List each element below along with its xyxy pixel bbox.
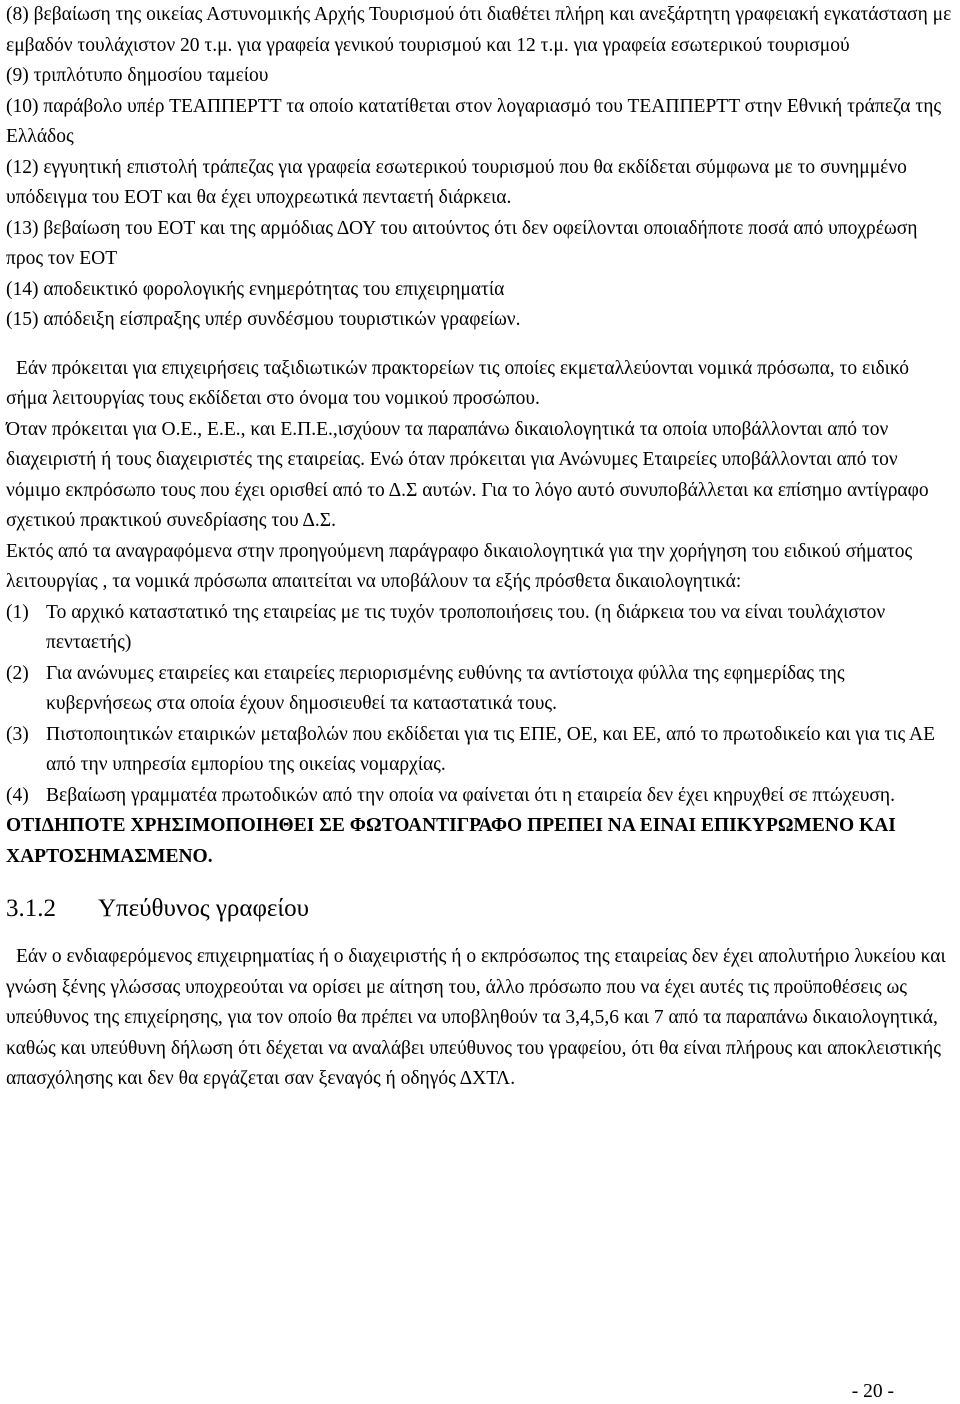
list-item-text: Βεβαίωση γραμματέα πρωτοδικών από την οποία να φαίνεται ότι η εταιρεία δεν έχει κηρυχθεί σε πτώχευση.	[46, 784, 895, 806]
requirements-list-additional	[6, 598, 954, 812]
section-heading	[6, 891, 954, 927]
section-title: Υπεύθυνος γραφείου	[98, 895, 310, 922]
section-number: 3.1.2	[6, 895, 56, 922]
certification-notice: ΟΤΙΔΗΠΟΤΕ ΧΡΗΣΙΜΟΠΟΙΗΘΕΙ ΣΕ ΦΩΤΟΑΝΤΙΓΡΑΦΟ ΠΡΕΠΕΙ ΝΑ ΕΙΝΑΙ ΕΠΙΚΥΡΩΜΕΝΟ ΚΑΙ ΧΑΡΤΟΣΗΜΑΣΜΕΝΟ.	[6, 815, 896, 867]
list-item: (8) βεβαίωση της οικείας Αστυνομικής Αρχής Τουρισμού ότι διαθέτει πλήρη και ανεξάρτητη γραφειακή εγκατάσταση με εμβαδόν τουλάχιστον 20 τ.μ. για γραφεία γενικού τουρισμού και 12 τ.μ. για γραφεία εσωτερικού τουρισμού	[6, 4, 952, 56]
paragraph-agencies: Εάν πρόκειται για επιχειρήσεις ταξιδιωτικών πρακτορείων τις οποίες εκμεταλλεύονται νομικά πρόσωπα, το ειδικό σήμα λειτουργίας τους εκδίδεται στο όνομα του νομικού προσώπου.	[6, 357, 910, 409]
list-item: (12) εγγυητική επιστολή τράπεζας για γραφεία εσωτερικού τουρισμού που θα εκδίδεται σύμφωνα με το συνημμένο υπόδειγμα του ΕΟΤ και θα έχει υποχρεωτικά πενταετή διάρκεια.	[6, 156, 907, 208]
document-page	[6, 0, 954, 1095]
list-item: (15) απόδειξη είσπραξης υπέρ συνδέσμου τουριστικών γραφείων.	[6, 309, 521, 330]
list-item-text: Πιστοποιητικών εταιρικών μεταβολών που εκδίδεται για τις ΕΠΕ, ΟΕ, και ΕΕ, από το πρωτοδικείο και για τις ΑΕ από την υπηρεσία εμπορίου της οικείας νομαρχίας.	[46, 723, 936, 775]
list-item-number: (2)	[6, 662, 29, 684]
paragraph-additional-documents: Εκτός από τα αναγραφόμενα στην προηγούμενη παράγραφο δικαιολογητικά για την χορήγηση του ειδικού σήματος λειτουργίας , τα νομικά πρόσωπα απαιτείται να υποβάλουν τα εξής πρόσθετα δικαιολογητικά:	[6, 540, 913, 592]
list-item-text: Το αρχικό καταστατικό της εταιρείας με τις τυχόν τροποποιήσεις του. (η διάρκεια του να είναι τουλάχιστον πενταετής)	[46, 601, 886, 653]
paragraph-office-manager: Εάν ο ενδιαφερόμενος επιχειρηματίας ή ο διαχειριστής ή ο εκπρόσωπος της εταιρείας δεν έχει απολυτήριο λυκείου και γνώση ξένης γλώσσας υποχρεούται να ορίσει με αίτηση του, άλλο πρόσωπο που να έχει αυτές τις προϋποθέσεις ως υπεύθυνος της επιχείρησης, για τον οποίο θα πρέπει να υποβληθούν τα 3,4,5,6 και 7 από τα παραπάνω δικαιολογητικά, καθώς και υπεύθυνη δήλωση ότι δέχεται να αναλάβει υπεύθυνος του γραφείου, ότι θα είναι πλήρους και αποκλειστικής απασχόλησης και δεν θα εργάζεται σαν ξεναγός ή οδηγός ΔΧΤΛ.	[6, 946, 946, 1089]
list-item	[6, 659, 954, 720]
list-item: (10) παράβολο υπέρ ΤΕΑΠΠΕΡΤΤ τα οποίο κατατίθεται στον λογαριασμό του ΤΕΑΠΠΕΡΤΤ στην Εθνική τράπεζα της Ελλάδος	[6, 95, 942, 147]
list-item: (14) αποδεικτικό φορολογικής ενημερότητας του επιχειρηματία	[6, 278, 505, 300]
list-item	[6, 598, 954, 659]
list-item-number: (4)	[6, 784, 29, 806]
list-item	[6, 781, 954, 812]
page-number: - 20 -	[851, 1381, 894, 1402]
list-item-text: Για ανώνυμες εταιρείες και εταιρείες περιορισμένης ευθύνης τα αντίστοιχα φύλλα της εφημερίδας της κυβερνήσεως στα οποία έχουν δημοσιευθεί τα καταστατικά τους.	[46, 662, 845, 714]
list-item: (9) τριπλότυπο δημοσίου ταμείου	[6, 65, 269, 86]
list-item	[6, 720, 954, 781]
paragraph-companies: Όταν πρόκειται για Ο.Ε., Ε.Ε., και Ε.Π.Ε.,ισχύουν τα παραπάνω δικαιολογητικά τα οποία υποβάλλονται από τον διαχειριστή ή τους διαχειριστές της εταιρείας. Ενώ όταν πρόκειται για Ανώνυμες Εταιρείες υποβάλλονται από τον νόμιμο εκπρόσωπο τους που έχει ορισθεί από το Δ.Σ αυτών. Για το λόγο αυτό συνυποβάλλεται κα επίσημο αντίγραφο σχετικού πρακτικού συνεδρίασης του Δ.Σ.	[6, 418, 929, 531]
list-item-number: (1)	[6, 601, 29, 623]
requirements-list-top	[6, 0, 954, 336]
list-item: (13) βεβαίωση του ΕΟΤ και της αρμόδιας ΔΟΥ του αιτούντος ότι δεν οφείλονται οποιαδήποτε ποσά από υποχρέωση προς τον ΕΟΤ	[6, 217, 918, 269]
list-item-number: (3)	[6, 723, 29, 745]
